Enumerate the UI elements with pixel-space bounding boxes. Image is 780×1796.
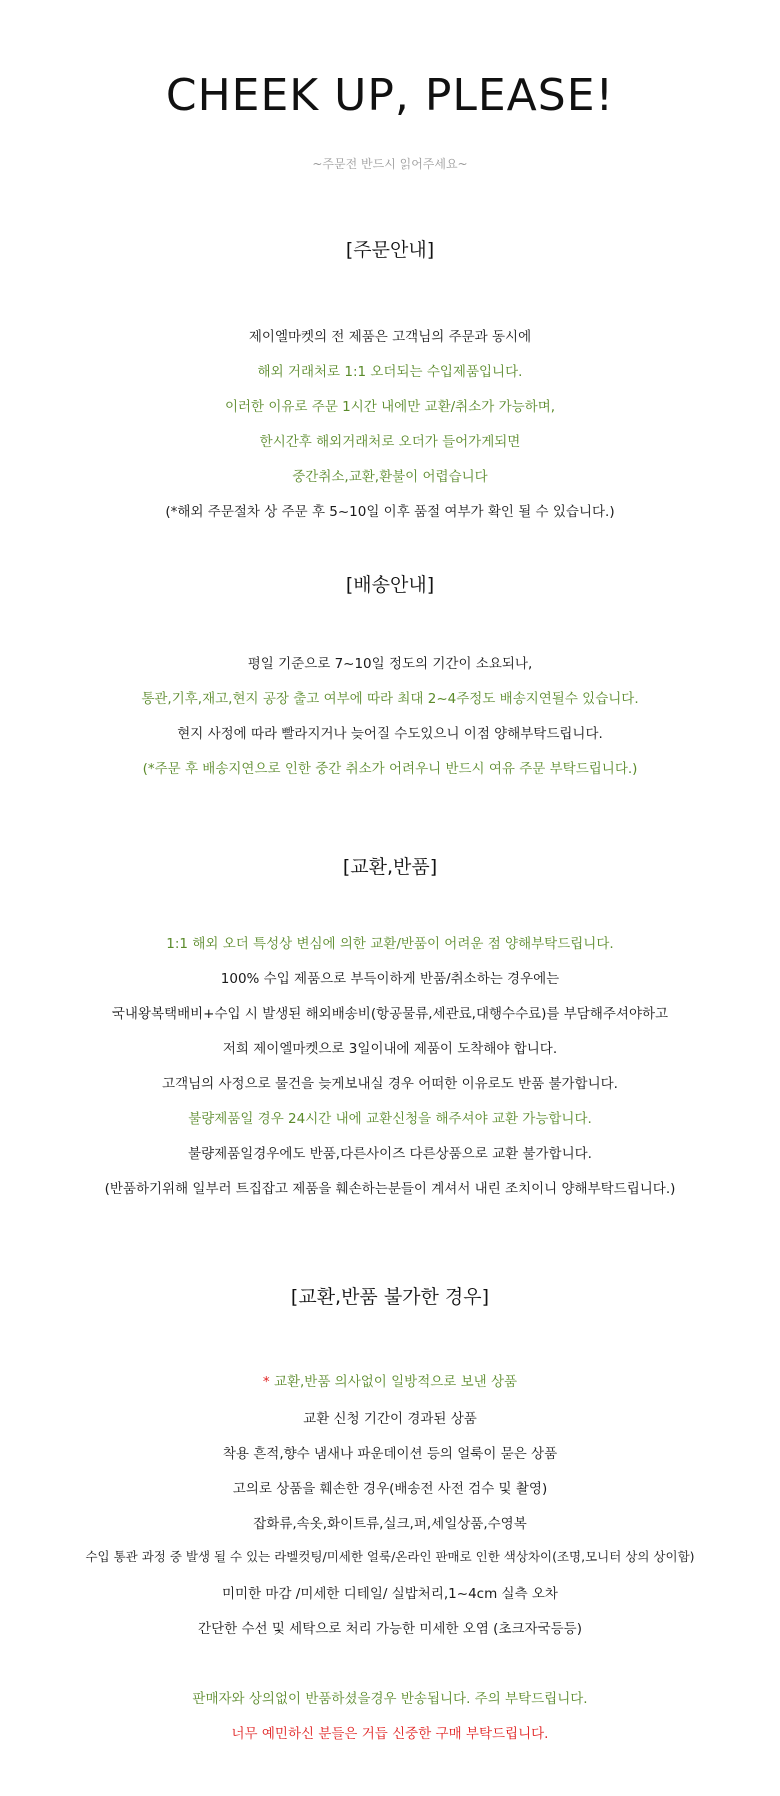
no-exchange-line: 고의로 상품을 훼손한 경우(배송전 사전 검수 및 촬영) [232, 1481, 548, 1497]
no-exchange-line: 미미한 마감 /미세한 디테일/ 실밥처리,1~4cm 실측 오차 [222, 1586, 558, 1602]
exchange-line: 고객님의 사정으로 물건을 늦게보내실 경우 어떠한 이유로도 반품 불가합니다. [162, 1076, 618, 1092]
exchange-line: 저희 제이엘마켓으로 3일이내에 제품이 도착해야 합니다. [222, 1041, 558, 1057]
exchange-line: 불량제품일경우에도 반품,다른사이즈 다른상품으로 교환 불가합니다. [188, 1146, 592, 1162]
shipping-line: 현지 사정에 따라 빨라지거나 늦어질 수도있으니 이점 양해부탁드립니다. [177, 726, 603, 742]
order-line: 중간취소,교환,환불이 어렵습니다 [292, 469, 488, 485]
no-exchange-line-text: 교환,반품 의사없이 일방적으로 보낸 상품 [273, 1374, 518, 1390]
order-line: 해외 거래처로 1:1 오더되는 수입제품입니다. [257, 364, 523, 380]
exchange-line: (반품하기위해 일부러 트집잡고 제품을 훼손하는분들이 계셔서 내린 조치이니 양해부탁드립니다.) [104, 1181, 676, 1197]
order-line: (*해외 주문절차 상 주문 후 5~10일 이후 품절 여부가 확인 될 수 있습니다.) [165, 504, 615, 520]
no-exchange-line: 교환 신청 기간이 경과된 상품 [303, 1411, 477, 1427]
no-exchange-line: 잡화류,속옷,화이트류,실크,퍼,세일상품,수영복 [253, 1516, 527, 1532]
no-exchange-line [0, 1370, 780, 1390]
exchange-line: 100% 수입 제품으로 부득이하게 반품/취소하는 경우에는 [220, 971, 560, 987]
shipping-heading: [배송안내] [345, 574, 435, 596]
shipping-line: (*주문 후 배송지연으로 인한 중간 취소가 어려우니 반드시 여유 주문 부탁드립니다.) [142, 761, 638, 777]
order-heading: [주문안내] [345, 239, 435, 261]
no-exchange-line: 수입 통관 과정 중 발생 될 수 있는 라벨컷팅/미세한 얼룩/온라인 판매로 인한 색상차이(조명,모니터 상의 상이함) [85, 1549, 695, 1564]
asterisk-icon: * [262, 1374, 270, 1390]
no-exchange-heading: [교환,반품 불가한 경우] [290, 1286, 490, 1308]
order-line: 제이엘마켓의 전 제품은 고객님의 주문과 동시에 [248, 329, 532, 345]
shipping-line: 평일 기준으로 7~10일 정도의 기간이 소요되나, [247, 656, 533, 672]
exchange-heading: [교환,반품] [342, 856, 438, 878]
notice-line: 너무 예민하신 분들은 거듭 신중한 구매 부탁드립니다. [231, 1726, 549, 1742]
order-line: 한시간후 해외거래처로 오더가 들어가게되면 [259, 434, 521, 450]
order-line: 이러한 이유로 주문 1시간 내에만 교환/취소가 가능하며, [224, 399, 556, 415]
exchange-line: 1:1 해외 오더 특성상 변심에 의한 교환/반품이 어려운 점 양해부탁드립니다. [166, 936, 614, 952]
shipping-line: 통관,기후,재고,현지 공장 출고 여부에 따라 최대 2~4주정도 배송지연될수 있습니다. [141, 691, 639, 707]
no-exchange-line: 간단한 수선 및 세탁으로 처리 가능한 미세한 오염 (초크자국등등) [198, 1621, 582, 1637]
exchange-line: 불량제품일 경우 24시간 내에 교환신청을 해주셔야 교환 가능합니다. [188, 1111, 592, 1127]
page-title: CHEEK UP, PLEASE! [165, 70, 615, 121]
exchange-line: 국내왕복택배비+수입 시 발생된 해외배송비(항공물류,세관료,대행수수료)를 부담해주셔야하고 [111, 1006, 669, 1022]
notice-line: 판매자와 상의없이 반품하셨을경우 반송됩니다. 주의 부탁드립니다. [192, 1691, 588, 1707]
page-subtitle: ~주문전 반드시 읽어주세요~ [312, 157, 468, 171]
no-exchange-line: 착용 흔적,향수 냄새나 파운데이션 등의 얼룩이 묻은 상품 [222, 1446, 558, 1462]
